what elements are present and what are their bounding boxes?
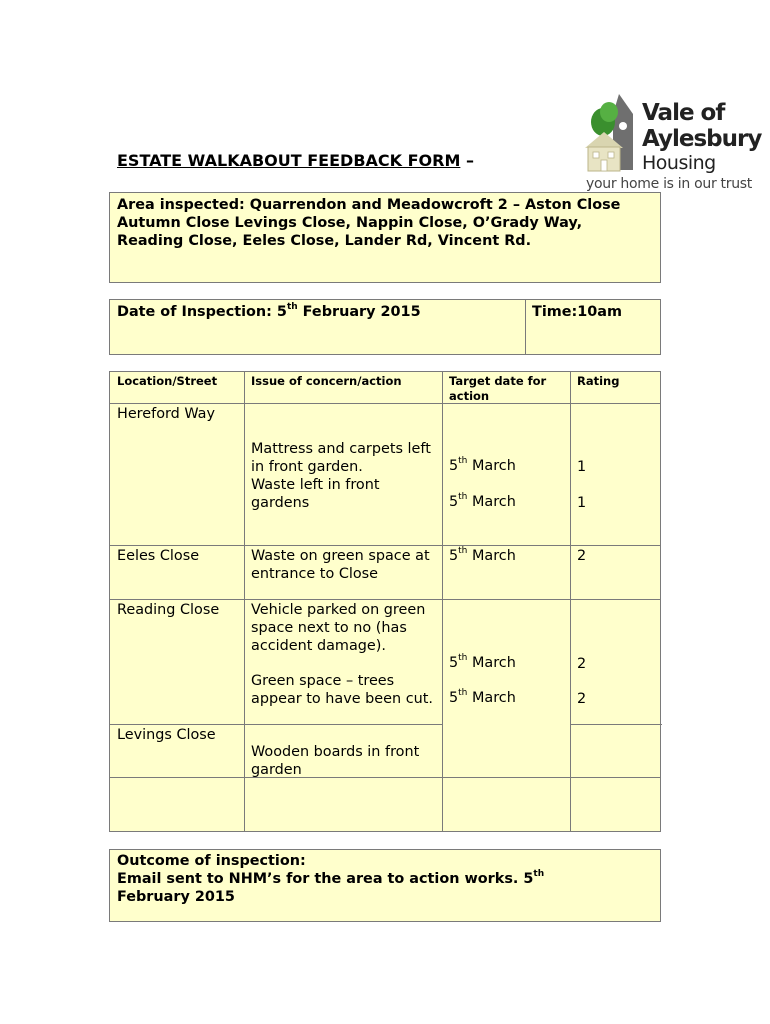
target-day: 5 <box>449 458 459 474</box>
target-date-cell <box>449 689 516 707</box>
target-date-cell <box>449 547 516 565</box>
logo-line-1: Vale of <box>642 100 725 126</box>
location-cell: Eeles Close <box>117 548 200 564</box>
outcome-heading: Outcome of inspection: <box>117 853 306 869</box>
rating-cell: 1 <box>577 495 587 511</box>
target-sup: th <box>458 492 468 503</box>
target-date-cell <box>449 654 516 672</box>
rating-cell: 1 <box>577 459 587 475</box>
target-day: 5 <box>449 548 459 564</box>
outcome-line <box>117 870 653 906</box>
target-day: 5 <box>449 690 459 706</box>
outcome-sup: th <box>533 869 545 880</box>
date-time-box <box>109 299 661 355</box>
inspection-time: Time:10am <box>532 304 622 320</box>
inspection-table <box>109 371 661 832</box>
table-row-divider <box>110 599 660 600</box>
target-day: 5 <box>449 494 459 510</box>
outcome-suffix: February 2015 <box>117 889 235 905</box>
header-location: Location/Street <box>117 374 218 388</box>
rating-cell: 2 <box>577 656 587 672</box>
issue-cell: Waste left in front gardens <box>251 477 380 511</box>
issue-cell: Green space – trees appear to have been cut. <box>251 673 433 707</box>
table-column-divider <box>244 372 245 831</box>
area-inspected-text: Area inspected: Quarrendon and Meadowcroft 2 – Aston Close Autumn Close Levings Close, Nappin Close, O’Grady Way, Reading Close, Eeles Close, Lander Rd, Vincent Rd. <box>117 197 621 249</box>
header-target-date: Target date for action <box>449 374 547 403</box>
date-time-divider <box>525 300 526 354</box>
table-row-divider <box>110 403 660 404</box>
table-row-divider <box>570 724 662 725</box>
issue-cell: Vehicle parked on green space next to no (has accident damage). <box>251 602 426 654</box>
issue-cell: Wooden boards in front garden <box>251 744 420 778</box>
logo-line-2: Aylesbury <box>642 126 762 152</box>
target-day: 5 <box>449 655 459 671</box>
logo-line-3: Housing <box>642 152 716 174</box>
form-title-text: ESTATE WALKABOUT FEEDBACK FORM <box>117 151 461 170</box>
target-date-cell <box>449 457 516 475</box>
logo-tagline: your home is in our trust <box>586 176 752 192</box>
table-column-divider <box>442 372 443 831</box>
date-suffix: February 2015 <box>297 304 421 320</box>
outcome-box <box>109 849 661 922</box>
vale-of-aylesbury-logo <box>585 92 762 194</box>
form-title-dash: – <box>465 151 474 170</box>
rating-cell: 2 <box>577 691 587 707</box>
form-title <box>117 151 474 170</box>
header-issue: Issue of concern/action <box>251 374 402 388</box>
outcome-prefix: Email sent to NHM’s for the area to action works. 5 <box>117 871 534 887</box>
target-month: March <box>467 458 516 474</box>
rating-cell: 2 <box>577 548 587 564</box>
location-cell: Reading Close <box>117 602 220 618</box>
table-column-divider <box>570 372 571 831</box>
issue-cell: Mattress and carpets left in front garden. <box>251 441 431 475</box>
header-rating: Rating <box>577 374 620 388</box>
issue-cell: Waste on green space at entrance to Close <box>251 548 430 582</box>
location-cell: Hereford Way <box>117 406 216 422</box>
target-month: March <box>467 655 516 671</box>
date-of-inspection <box>117 303 421 321</box>
area-inspected-box <box>109 192 661 283</box>
house-church-icon <box>585 92 645 177</box>
date-prefix: Date of Inspection: 5 <box>117 304 287 320</box>
target-month: March <box>467 494 516 510</box>
target-date-cell <box>449 493 516 511</box>
target-sup: th <box>458 546 468 557</box>
target-sup: th <box>458 688 468 699</box>
date-sup: th <box>286 302 298 313</box>
table-row-divider <box>110 545 660 546</box>
target-month: March <box>467 548 516 564</box>
location-cell: Levings Close <box>117 727 216 743</box>
table-row-divider <box>110 724 442 725</box>
target-month: March <box>467 690 516 706</box>
target-sup: th <box>458 653 468 664</box>
target-sup: th <box>458 456 468 467</box>
